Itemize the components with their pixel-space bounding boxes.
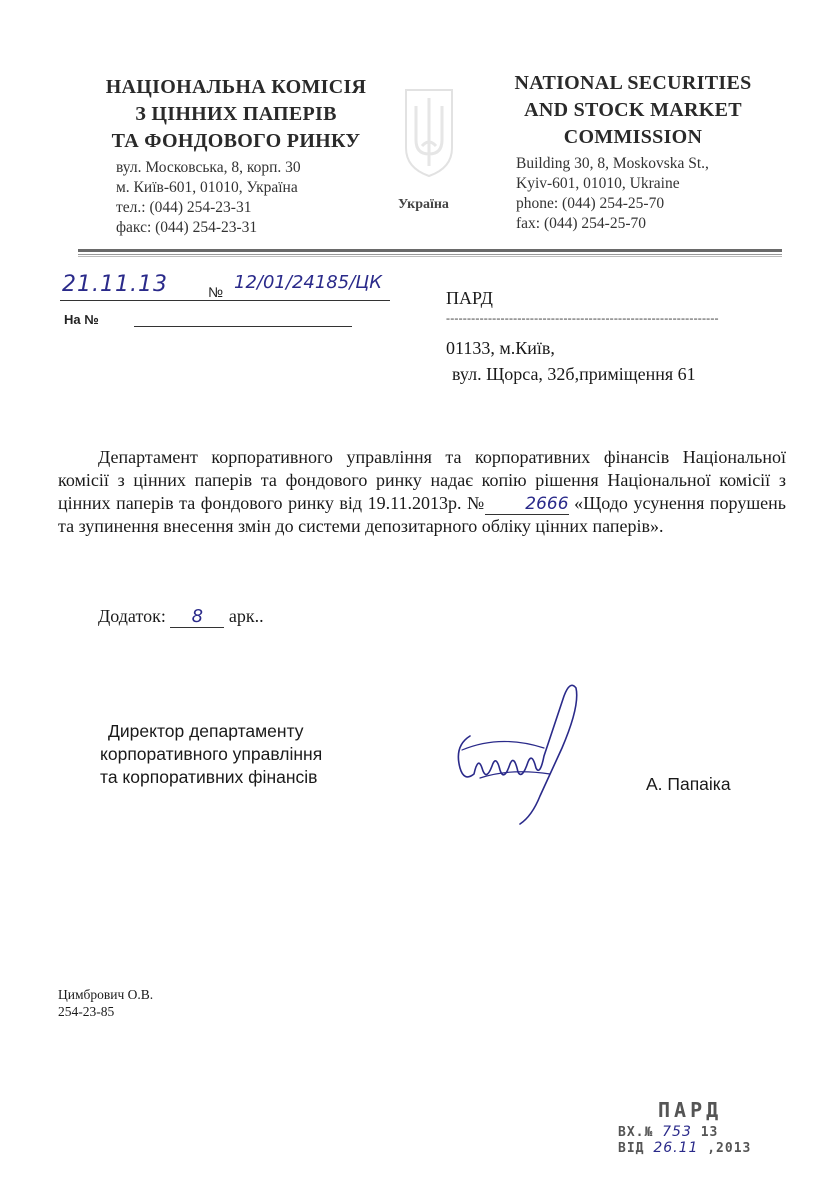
attachment-line	[98, 606, 264, 628]
org-name-ua-line-2: З ЦІННИХ ПАПЕРІВ	[135, 103, 337, 125]
outgoing-registration	[58, 272, 418, 332]
outgoing-number-label: №	[208, 284, 224, 300]
address-en-phone: phone: (044) 254-25-70	[516, 195, 665, 212]
attachment-count: 8	[170, 606, 224, 628]
stamp-year: ,2013	[707, 1141, 752, 1156]
addressee-block	[446, 285, 766, 387]
letterhead-ukrainian	[86, 74, 386, 238]
executor-phone: 254-23-85	[58, 1004, 115, 1019]
signatory-title-line-1: Директор департаменту	[108, 721, 304, 741]
decision-number-prefix: №	[467, 493, 486, 513]
body-text-part-2: «Щодо усунення порушень та зупинення внесення змін до системи депозитарного обліку цінних паперів».	[58, 493, 787, 536]
stamp-incoming-suffix: 13	[700, 1125, 719, 1140]
address-en-street: Building 30, 8, Moskovska St.,	[516, 155, 709, 172]
org-name-ua-line-3: ТА ФОНДОВОГО РИНКУ	[111, 130, 361, 152]
stamp-incoming-number-row	[618, 1124, 718, 1140]
attachment-label: Додаток:	[98, 606, 166, 626]
org-name-en-line-2: AND STOCK MARKET	[524, 99, 742, 121]
body-paragraph	[58, 446, 786, 538]
signatory-title-line-3: та корпоративних фінансів	[100, 767, 318, 787]
address-ua	[116, 158, 386, 238]
stamp-org: ПАРД	[658, 1098, 723, 1122]
letterhead-divider-thin-2	[78, 256, 782, 257]
address-ua-street: вул. Московська, 8, корп. 30	[116, 159, 301, 176]
executor-name: Цимбрович О.В.	[58, 987, 154, 1002]
executor-info	[58, 986, 153, 1020]
outgoing-number: 12/01/24185/ЦК	[234, 272, 383, 293]
org-name-en-line-1: NATIONAL SECURITIES	[514, 72, 752, 94]
stamp-incoming-number: 753	[662, 1124, 692, 1140]
letterhead-divider-thin	[78, 254, 782, 255]
incoming-stamp	[618, 1098, 768, 1168]
stamp-date-label: ВІД	[618, 1141, 645, 1156]
address-en-fax: fax: (044) 254-25-70	[516, 215, 646, 232]
letterhead-divider	[78, 249, 782, 252]
handwritten-signature-icon	[440, 676, 590, 826]
attachment-unit: арк..	[228, 606, 264, 626]
stamp-date-handwritten: 26.11	[653, 1140, 699, 1156]
signatory-title-line-2: корпоративного управління	[100, 744, 323, 764]
org-name-en-line-3: COMMISSION	[563, 126, 703, 148]
outgoing-underline	[60, 300, 390, 301]
address-en-city: Kyiv-601, 01010, Ukraine	[516, 175, 680, 192]
trident-emblem-icon	[398, 84, 460, 180]
letterhead-english	[488, 70, 778, 234]
stamp-incoming-label: ВХ.№	[618, 1125, 654, 1140]
address-en	[516, 154, 778, 234]
addressee-street: вул. Щорса, 32б,приміщення 61	[452, 364, 696, 384]
signer-name: А. Папаіка	[646, 774, 731, 794]
decision-number: 2666	[485, 495, 568, 515]
addressee-separator: -----------------------------------------------------------------	[446, 311, 719, 325]
letter-body	[58, 446, 786, 538]
address-ua-city: м. Київ-601, 01010, Україна	[116, 179, 298, 196]
body-text-part-1: Департамент корпоративного управління та корпоративних фінансів Національної комісії з цінних паперів та фондового ринку надає копію рішення Національної комісії з цінних паперів та фондового ринку від 19.11.2013р.	[58, 447, 786, 513]
address-ua-fax: факс: (044) 254-23-31	[116, 219, 258, 236]
addressee-city: 01133, м.Київ,	[446, 338, 555, 358]
addressee-name: ПАРД	[446, 288, 493, 308]
org-name-ua-line-1: НАЦІОНАЛЬНА КОМІСІЯ	[105, 76, 367, 98]
country-label: Україна	[398, 197, 449, 212]
address-ua-phone: тел.: (044) 254-23-31	[116, 199, 252, 216]
stamp-date-row	[618, 1140, 751, 1156]
outgoing-date: 21.11.13	[62, 272, 168, 297]
signatory-title	[100, 720, 322, 789]
reference-blank-line	[134, 326, 352, 327]
reference-label: На №	[64, 312, 99, 327]
